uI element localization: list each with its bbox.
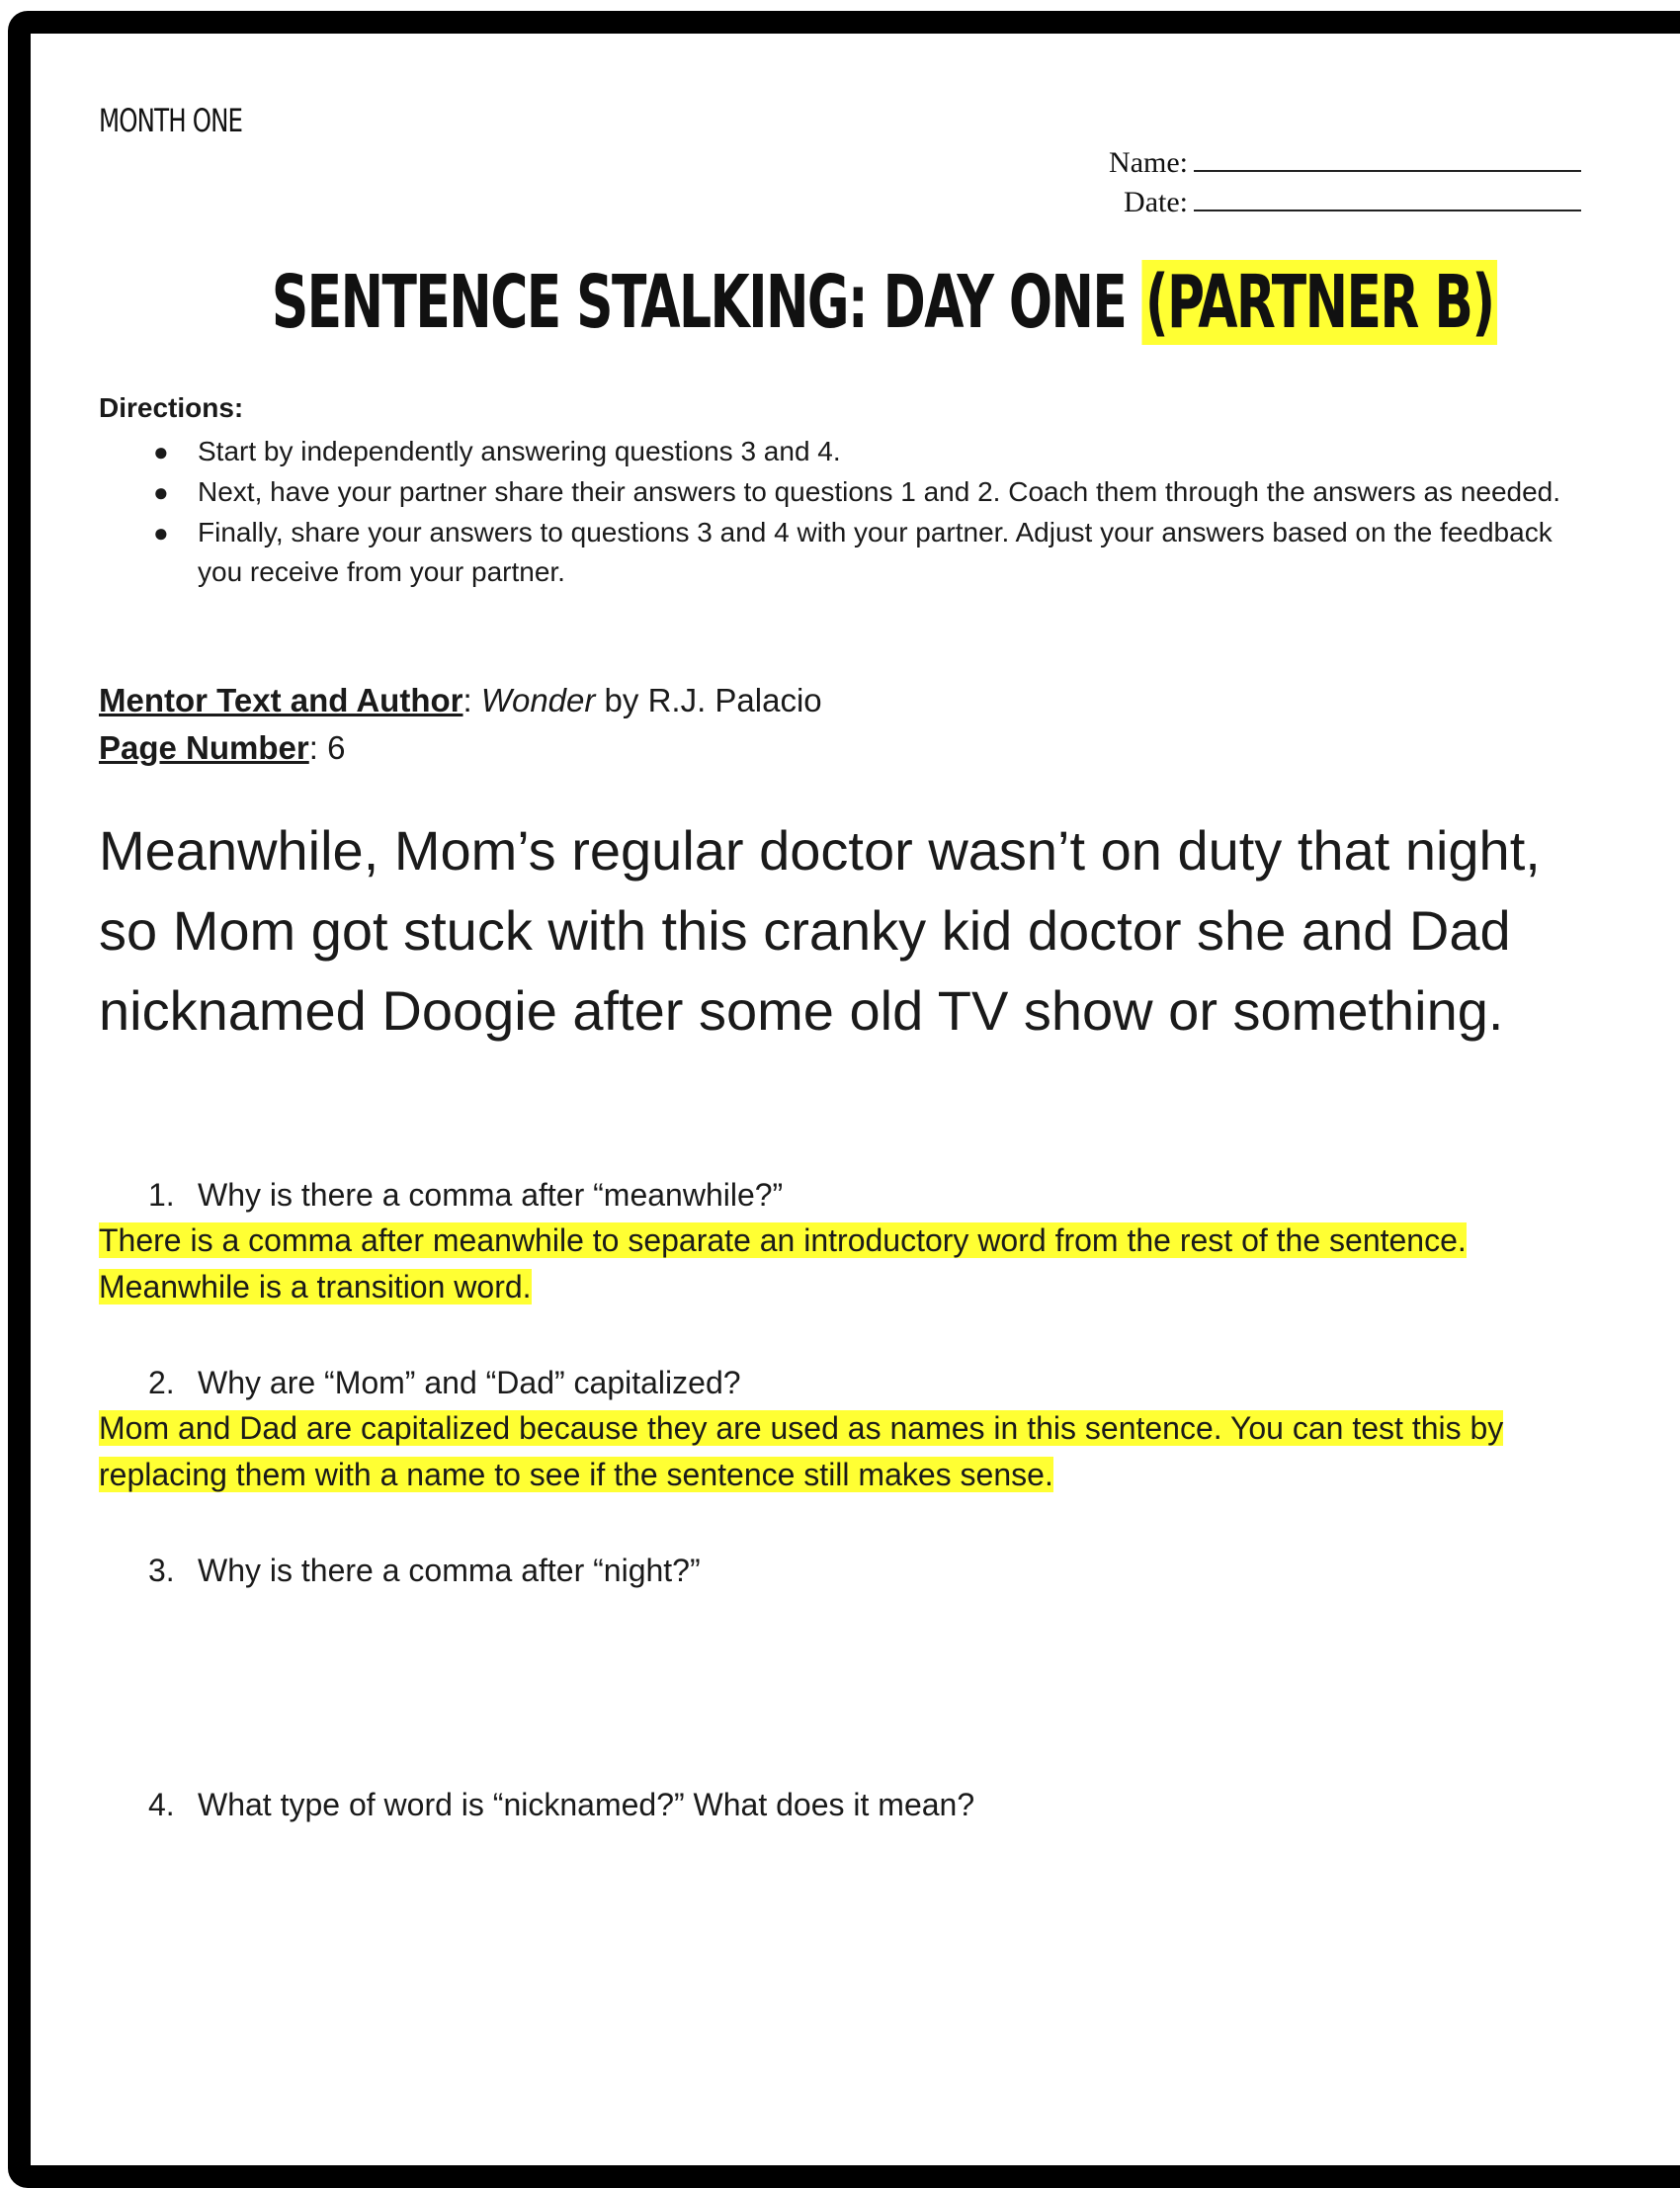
list-item bbox=[99, 472, 1561, 512]
question-number: 2. bbox=[148, 1365, 175, 1400]
directions-heading: Directions: bbox=[99, 392, 244, 423]
directions-list bbox=[99, 432, 1561, 593]
mentor-text-row: Mentor Text and Author: Wonder by R.J. Palacio bbox=[99, 682, 822, 718]
direction-text: Start by independently answering questions 3 and 4. bbox=[198, 436, 841, 466]
direction-text: Finally, share your answers to questions 3 and 4 with your partner. Adjust your answers based on the feedback you receive from your partner. bbox=[198, 517, 1553, 587]
question-text: What type of word is “nicknamed?” What does it mean? bbox=[198, 1787, 975, 1822]
name-date-block bbox=[1109, 143, 1581, 222]
title-highlight: (PARTNER B) bbox=[1142, 260, 1497, 345]
name-field[interactable] bbox=[1194, 146, 1581, 172]
page-number-label: Page Number bbox=[99, 729, 309, 766]
date-row bbox=[1109, 183, 1581, 222]
mentor-text-label: Mentor Text and Author bbox=[99, 682, 463, 718]
name-label: Name: bbox=[1109, 146, 1188, 179]
page-title bbox=[99, 260, 1581, 345]
list-item bbox=[99, 432, 1561, 471]
answer-text bbox=[99, 1218, 1581, 1310]
question-number: 4. bbox=[148, 1787, 175, 1822]
worksheet bbox=[99, 0, 1581, 2174]
mentor-passage: Meanwhile, Mom’s regular doctor wasn’t on duty that night, so Mom got stuck with this cranky kid doctor she and Dad nicknamed Doogie after some old TV show or something. bbox=[99, 819, 1541, 1042]
bullet-icon: ● bbox=[153, 437, 169, 466]
list-item bbox=[99, 513, 1561, 592]
question-line bbox=[99, 1360, 1581, 1405]
name-row bbox=[1109, 143, 1581, 183]
question-3 bbox=[99, 1548, 1581, 1593]
question-line bbox=[99, 1782, 1581, 1827]
answer-highlight: Mom and Dad are capitalized because they are used as names in this sentence. You can test this by replacing them with a name to see if the sentence still makes sense. bbox=[99, 1410, 1504, 1492]
page-number-row: Page Number: 6 bbox=[99, 729, 346, 766]
question-number: 3. bbox=[148, 1553, 175, 1588]
question-text: Why is there a comma after “meanwhile?” bbox=[198, 1177, 784, 1213]
book-title: Wonder bbox=[480, 682, 596, 718]
question-line bbox=[99, 1548, 1581, 1593]
answer-highlight: There is a comma after meanwhile to separate an introductory word from the rest of the sentence. Meanwhile is a transition word. bbox=[99, 1222, 1467, 1304]
question-number: 1. bbox=[148, 1177, 175, 1213]
question-text: Why are “Mom” and “Dad” capitalized? bbox=[198, 1365, 741, 1400]
direction-text: Next, have your partner share their answers to questions 1 and 2. Coach them through the answers as needed. bbox=[198, 476, 1561, 507]
question-2 bbox=[99, 1360, 1581, 1498]
date-label: Date: bbox=[1124, 186, 1188, 218]
answer-text bbox=[99, 1405, 1581, 1498]
bullet-icon: ● bbox=[153, 477, 169, 507]
question-line bbox=[99, 1172, 1581, 1218]
title-text bbox=[272, 260, 1497, 345]
question-text: Why is there a comma after “night?” bbox=[198, 1553, 701, 1588]
page-number: 6 bbox=[317, 729, 346, 766]
mentor-info bbox=[99, 677, 822, 772]
month-label: MONTH ONE bbox=[99, 102, 243, 139]
book-author: by R.J. Palacio bbox=[595, 682, 822, 718]
title-main: SENTENCE STALKING: DAY ONE bbox=[271, 260, 1142, 345]
question-4 bbox=[99, 1782, 1581, 1827]
question-1 bbox=[99, 1172, 1581, 1310]
date-field[interactable] bbox=[1194, 186, 1581, 211]
bullet-icon: ● bbox=[153, 518, 169, 547]
